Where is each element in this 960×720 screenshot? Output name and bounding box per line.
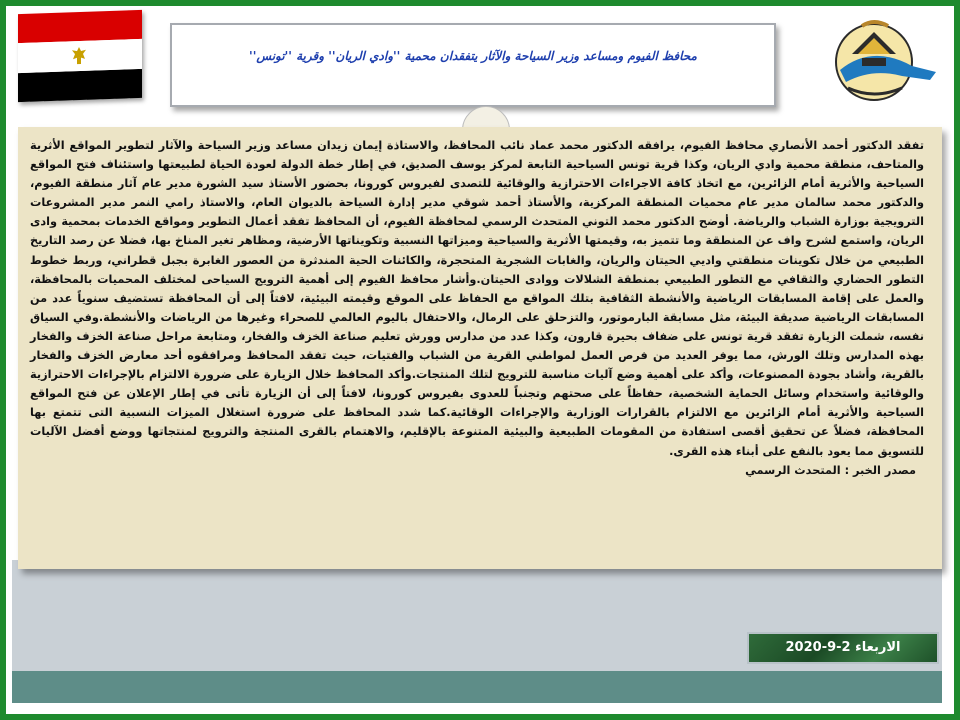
article-source: مصدر الخبر : المتحدث الرسمي xyxy=(745,463,916,477)
article-body: تفقد الدكتور أحمد الأنصاري محافظ الفيوم، يرافقه الدكتور محمد عماد نائب المحافظ، والاستاذة إيمان زيدان مساعد وزير السياحة والآثار لتطوير المواقع الأثرية والمتاحف، منطقة محمية وادي الريان، وكذا قرية تونس السياحية التابعة لمركز يوسف الصديق، في إطار خطة الدولة لعودة الحياة لطبيعتها واستئناف فتح المواقع السياحية والأثرية أمام الزائرين، مع اتخاذ كافة الاجراءات الاحترازية والوقائية للتصدى لفيروس كورونا، بحضور الأستاذ سيد الشورة مدير عام آثار منطقة الفيوم، والدكتور محمد سالمان مدير عام محميات المنطقة المركزية، والأستاذ أحمد شوقي مدير إدارة السياحة بالديوان العام، والاستاذ رامي النمر مدير المشروعات الترويجية بوزارة الشباب والرياضة. أوضح الدكتور محمد التوني المتحدث الرسمي لمحافظة الفيوم، أن المحافظ تفقد أعمال التطوير ومواقع الخدمات بمحمية وادى الريان، واستمع لشرح واف عن المنطقة وما تتميز به، وقيمتها الأثرية والسياحية وميزاتها النسبية وتكويناتها الأرضية، ومظاهر تغير المناخ بها، فضلا عن رصد التاريخ الطبيعي من خلال تكوينات منطقتي واديي الحيتان والريان، والغابات الشجرية المتحجرة، والكائنات الحية المندثرة من العصور الغابرة بجبل قطراني، وربط خطوط التطور الحضاري والثقافي مع التطور الطبيعي بمنطقة الشلالات ووادى الحيتان.وأشار محافظ الفيوم إلى أهمية الترويج السياحى لمختلف المحميات بالمحافظة، والعمل على إقامة المسابقات الرياضية والأنشطة الثقافية بتلك المواقع مع الحفاظ على الموقع وقيمته البيئية، لافتاً إلى أن المحافظة تستضيف سنوياً عدد من المسابقات الرياضية صديقة البيئة، مثل مسابقة البارموتور، والتزحلق على الرمال، والاحتفال باليوم العالمي للصحراء وغيرها من الرياضات والأنشطة.وفي السياق نفسه، شملت الزيارة تفقد قرية تونس على ضفاف بحيرة قارون، وكذا عدد من مدارس وورش تعليم صناعة الخزف والفخار، ومتابعة مراحل صناعة الخزف والفخار بهذه المدارس وتلك الورش، مما يوفر العديد من فرص العمل لمواطني القرية من الشباب والفتيات، حيث تفقد المحافظ ومرافقوه أحد معارض الخزف والفخار بالقرية، وأشاد بجودة المصنوعات، وأكد على أهمية وضع آليات مناسبة للترويج لتلك المنتجات.وأكد المحافظ خلال الزيارة على ضرورة الالتزام بالإجراءات الاحترازية والوقائية واستخدام وسائل الحماية الشخصية، حفاظاً على صحتهم وتجنباً للعدوى بفيروس كورونا، لافتاً إلى أن الزيارة تأتى في إطار الإعلان عن فتح المواقع السياحية والأثرية أمام الزائرين مع الالتزام بالقرارات الوزارية والإجراءات الوقائية.كما شدد المحافظ على ضرورة استغلال الميزات النسبية التى تتمتع بها المحافظة، فضلاً عن تحقيق أقصى استفادة من المقومات الطبيعية والبيئية المتنوعة بالإقليم، والاهتمام بالقرى المنتجة والترويج لمنتجاتها ووضع أفضل الآليات للتسويق مما يعود بالنفع على أبناء هذه القرى. xyxy=(30,139,924,458)
footer-bar xyxy=(12,671,942,703)
date-badge: الاربعاء 2-9-2020 xyxy=(747,632,939,664)
page-title: محافظ الفيوم ومساعد وزير السياحة والآثار يتفقدان محمية ''وادي الريان'' وقرية ''تونس'' xyxy=(249,49,697,63)
fayoum-logo-icon xyxy=(832,14,944,114)
egypt-flag-icon xyxy=(18,10,142,102)
eagle-icon xyxy=(68,45,90,68)
title-box xyxy=(170,23,776,107)
article-box xyxy=(18,127,942,569)
